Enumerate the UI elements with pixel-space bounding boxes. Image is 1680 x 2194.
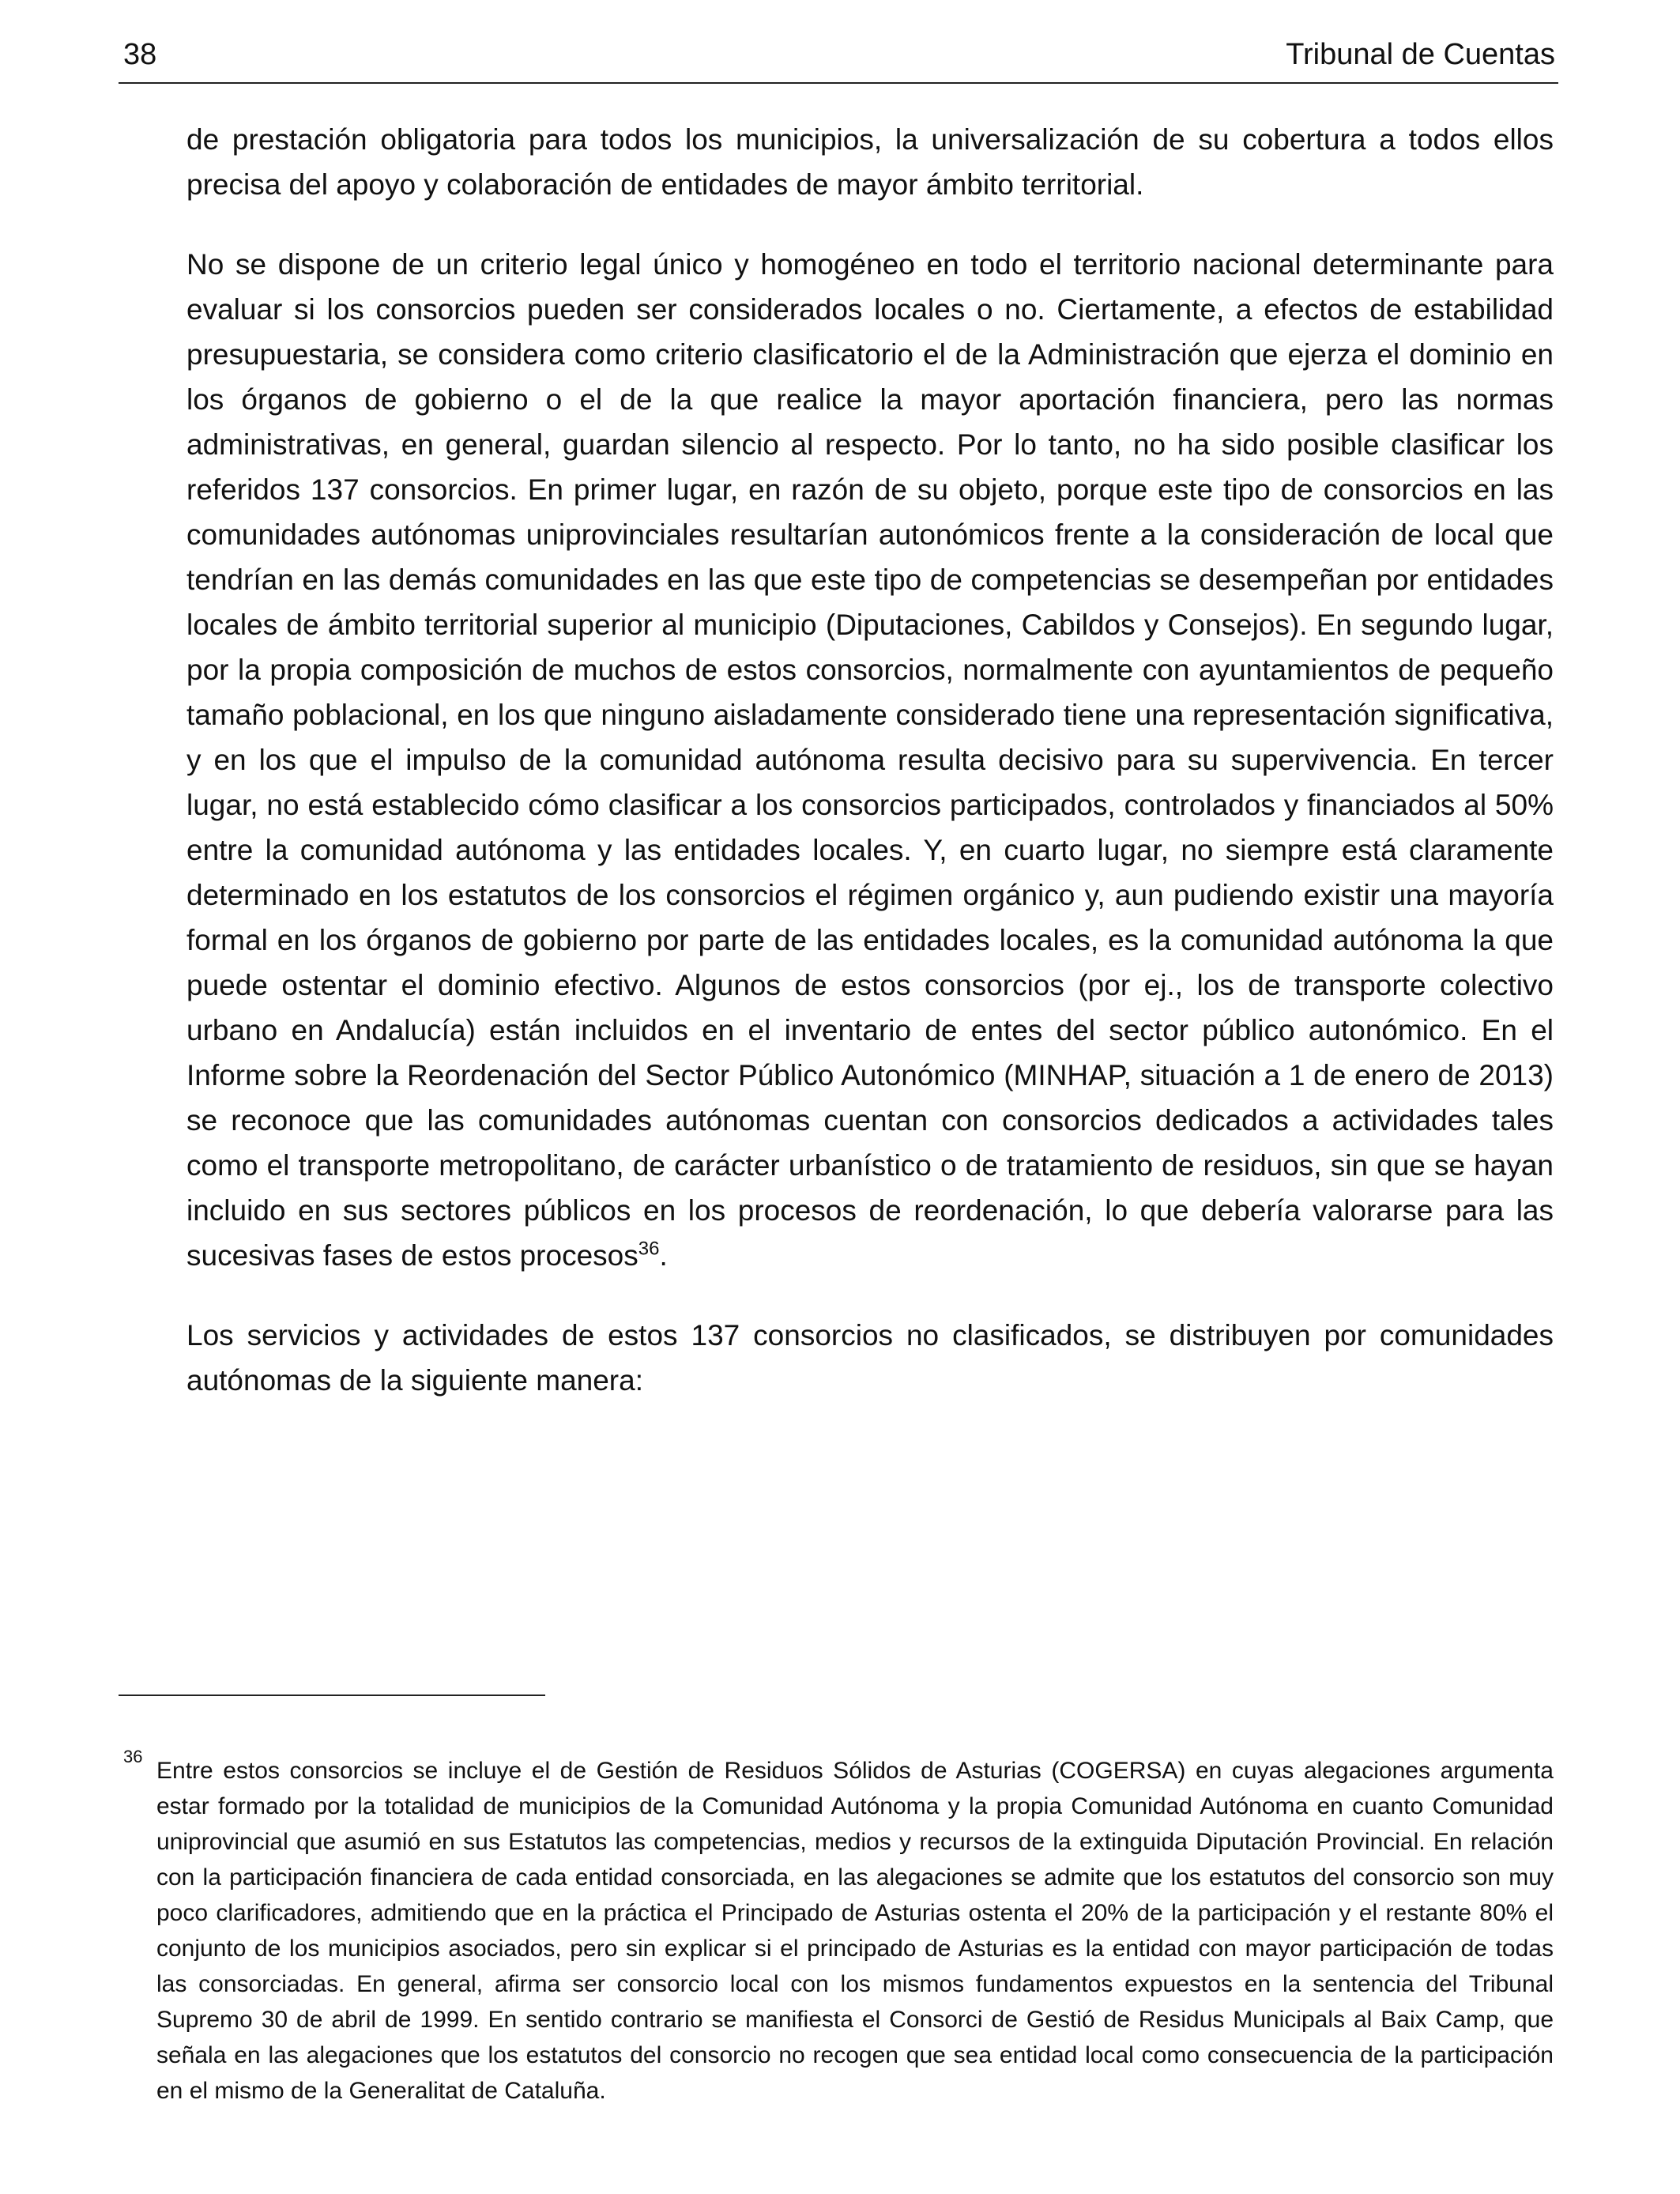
footnote-separator [119,1695,545,1696]
paragraph-2-end: . [659,1239,668,1272]
paragraph-2-text: No se dispone de un criterio legal único y homogéneo en todo el territorio nacional determinante para evaluar si los consorcios pueden ser considerados locales o no. Ciertamente, a efectos de estabilidad presupuestaria, se considera como criterio clasificatorio el de la Administración que ejerza el dominio en los órganos de gobierno o el de la que realice la mayor aportación financiera, pero las normas administrativas, en general, guardan silencio al respecto. Por lo tanto, no ha sido posible clasificar los referidos 137 consorcios. En primer lugar, en razón de su objeto, porque este tipo de consorcios en las comunidades autónomas uniprovinciales resultarían autonómicos frente a la consideración de local que tendrían en las demás comunidades en las que este tipo de competencias se desempeñan por entidades locales de ámbito territorial superior al municipio (Diputaciones, Cabildos y Consejos). En segundo lugar, por la propia composición de muchos de estos consorcios, normalmente con ayuntamientos de pequeño tamaño poblacional, en los que ninguno aisladamente considerado tiene una representación significativa, y en los que el impulso de la comunidad autónoma resulta decisivo para su supervivencia. En tercer lugar, no está establecido cómo clasificar a los consorcios participados, controlados y financiados al 50% entre la comunidad autónoma y las entidades locales. Y, en cuarto lugar, no siempre está claramente determinado en los estatutos de los consorcios el régimen orgánico y, aun pudiendo existir una mayoría formal en los órganos de gobierno por parte de las entidades locales, es la comunidad autónoma la que puede ostentar el dominio efectivo. Algunos de estos consorcios (por ej., los de transporte colectivo urbano en Andalucía) están incluidos en el inventario de entes del sector público autonómico. En el Informe sobre la Reordenación del Sector Público Autonómico (MINHAP, situación a 1 de enero de 2013) se reconoce que las comunidades autónomas cuentan con consorcios dedicados a actividades tales como el transporte metropolitano, de carácter urbanístico o de tratamiento de residuos, sin que se hayan incluido en sus sectores públicos en los procesos de reordenación, lo que debería valorarse para las sucesivas fases de estos procesos [186,248,1554,1272]
page-number: 38 [123,38,157,71]
page-header [119,35,1558,84]
running-title: Tribunal de Cuentas [1286,38,1555,71]
paragraph-2 [186,242,1554,1278]
paragraph-1: de prestación obligatoria para todos los municipios, la universalización de su cobertura a todos ellos precisa del apoyo y colaboración de entidades de mayor ámbito territorial. [186,123,1554,201]
footnote-marker: 36 [123,1747,143,1766]
footnote-36 [119,1747,1554,2109]
footnote-text: Entre estos consorcios se incluye el de Gestión de Residuos Sólidos de Asturias (COGERSA) en cuyas alegaciones argumenta estar formado por la totalidad de municipios de la Comunidad Autónoma y la propia Comunidad Autónoma en cuanto Comunidad uniprovincial que asumió en sus Estatutos las competencias, medios y recursos de la extinguida Diputación Provincial. En relación con la participación financiera de cada entidad consorciada, en las alegaciones se admite que los estatutos del consorcio son muy poco clarificadores, admitiendo que en la práctica el Principado de Asturias ostenta el 20% de la participación y el restante 80% el conjunto de los municipios asociados, pero sin explicar si el principado de Asturias es la entidad con mayor participación de todas las consorciadas. En general, afirma ser consorcio local con los mismos fundamentos expuestos en la sentencia del Tribunal Supremo 30 de abril de 1999. En sentido contrario se manifiesta el Consorci de Gestió de Residus Municipals al Baix Camp, que señala en las alegaciones que los estatutos del consorcio no recogen que sea entidad local como consecuencia de la participación en el mismo de la Generalitat de Cataluña. [156,1758,1554,2104]
paragraph-3: Los servicios y actividades de estos 137 consorcios no clasificados, se distribuyen por comunidades autónomas de la siguiente manera: [186,1319,1554,1397]
footnote-reference-36[interactable]: 36 [638,1238,660,1260]
body-text [186,117,1554,1438]
